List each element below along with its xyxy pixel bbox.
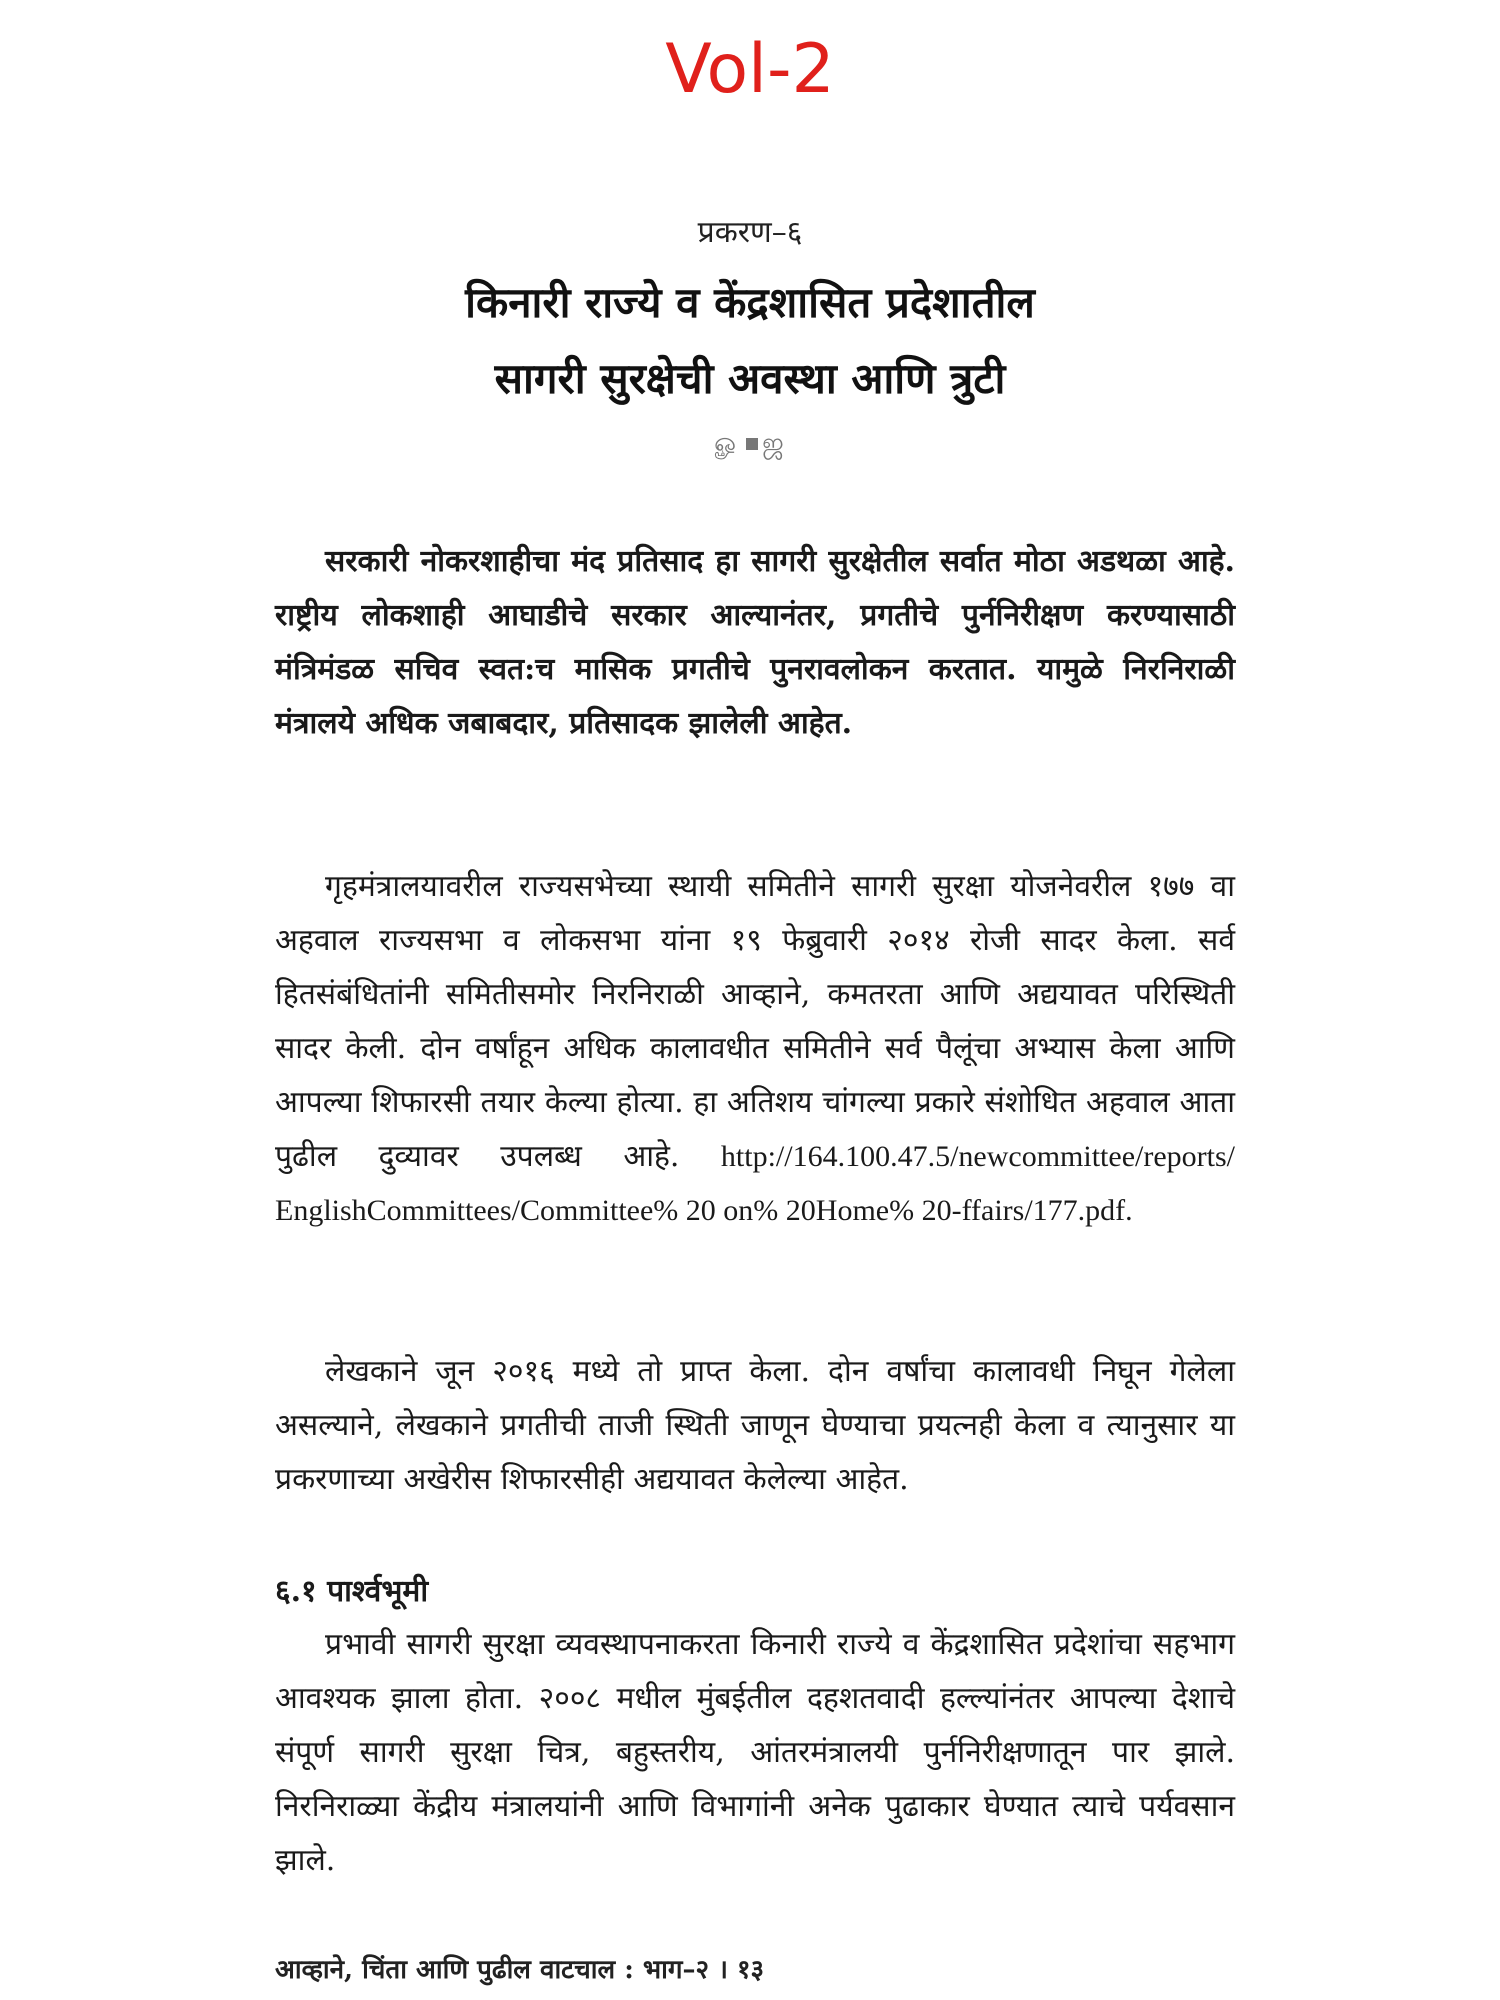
- chapter-title-line-2: सागरी सुरक्षेची अवस्था आणि त्रुटी: [494, 354, 1006, 403]
- chapter-number: प्रकरण–६: [697, 215, 803, 250]
- chapter-title: [0, 265, 1500, 417]
- ornament-left-icon: ௐ: [714, 428, 743, 458]
- paragraph-committee-report: [275, 860, 1235, 1238]
- paragraph-background: प्रभावी सागरी सुरक्षा व्यवस्थापनाकरता किनारी राज्ये व केंद्रशासित प्रदेशांचा सहभाग आवश्यक झाला होता. २००८ मधील मुंबईतील दहशतवादी हल्ल्यांनंतर आपल्या देशाचे संपूर्ण सागरी सुरक्षा चित्र, बहुस्तरीय, आंतरमंत्रालयी पुर्ननिरीक्षणातून पार झाले. निरनिराळ्या केंद्रीय मंत्रालयांनी आणि विभागांनी अनेक पुढाकार घेण्यात त्याचे पर्यवसान झाले.: [275, 1627, 1235, 1878]
- section-heading: ६.१ पार्श्वभूमी: [275, 1574, 429, 1609]
- report-url: http://164.100.47.5/newcommittee/reports/ EnglishCommittees/Committee% 20 on% 20Home% 20-ffairs/177.pdf.: [275, 1140, 1235, 1227]
- ornament-divider-icon: [0, 428, 1500, 461]
- chapter-title-line-1: किनारी राज्ये व केंद्रशासित प्रदेशातील: [465, 278, 1035, 327]
- page-footer: आव्हाने, चिंता आणि पुढील वाटचाल : भाग–२ । १३: [275, 1955, 765, 1985]
- paragraph-committee-report-text: गृहमंत्रालयावरील राज्यसभेच्या स्थायी समितीने सागरी सुरक्षा योजनेवरील १७७ वा अहवाल राज्यसभा व लोकसभा यांना १९ फेब्रुवारी २०१४ रोजी सादर केला. सर्व हितसंबंधितांनी समितीसमोर निरनिराळी आव्हाने, कमतरता आणि अद्ययावत परिस्थिती सादर केली. दोन वर्षांहून अधिक कालावधीत समितीने सर्व पैलूंचा अभ्यास केला आणि आपल्या शिफारसी तयार केल्या होत्या. हा अतिशय चांगल्या प्रकारे संशोधित अहवाल आता पुढील दुव्यावर उपलब्ध आहे.: [275, 869, 1235, 1174]
- ornament-right-icon: ஜ: [762, 428, 786, 458]
- volume-label: Vol-2: [665, 30, 835, 109]
- ornament-square-icon: [746, 438, 758, 450]
- paragraph-author-update: लेखकाने जून २०१६ मध्ये तो प्राप्त केला. दोन वर्षांचा कालावधी निघून गेलेला असल्याने, लेखकाने प्रगतीची ताजी स्थिती जाणून घेण्याचा प्रयत्नही केला व त्यानुसार या प्रकरणाच्या अखेरीस शिफारसीही अद्ययावत केलेल्या आहेत.: [275, 1354, 1235, 1497]
- intro-paragraph: सरकारी नोकरशाहीचा मंद प्रतिसाद हा सागरी सुरक्षेतील सर्वात मोठा अडथळा आहे. राष्ट्रीय लोकशाही आघाडीचे सरकार आल्यानंतर, प्रगतीचे पुर्ननिरीक्षण करण्यासाठी मंत्रिमंडळ सचिव स्वत:च मासिक प्रगतीचे पुनरावलोकन करतात. यामुळे निरनिराळी मंत्रालये अधिक जबाबदार, प्रतिसादक झालेली आहेत.: [275, 544, 1235, 741]
